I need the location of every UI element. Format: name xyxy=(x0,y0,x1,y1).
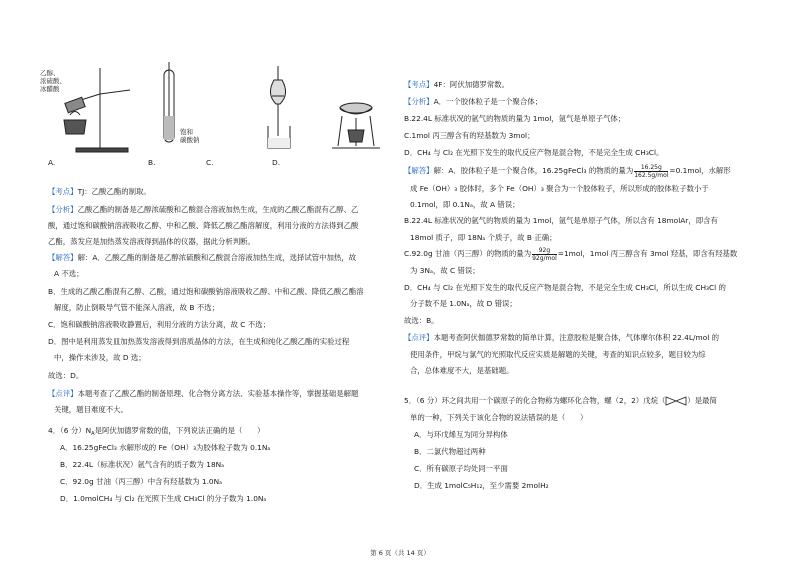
q4-stem-sub: A xyxy=(91,431,95,437)
jieda-line-7: 中，操作未涉及，故 D 选； xyxy=(54,353,146,362)
apparatus-b-drawing xyxy=(164,62,174,142)
r-dianping-text: 本题考查阿伏伽德罗常数的简单计算，注意胶粒是聚合体，气体摩尔体积 22.4L/mol 的 xyxy=(433,333,720,342)
r-jieda-line-2: 成 Fe（OH）₃ 胶体时，多个 Fe（OH）₃ 聚合为一个胶体粒子，所以形成的胶体粒子数小于 xyxy=(410,184,709,193)
r-dianping-tag: 【点评】 xyxy=(404,333,434,342)
q4-option-a: A．16.25gFeCl₃ 水解形成的 Fe（OH）₃为胶体粒子数为 0.1Nₐ xyxy=(60,443,271,452)
fraction-denominator: 92g/mol xyxy=(532,254,557,262)
kaodian-tag: 【考点】 xyxy=(48,187,78,196)
q5-option-b: B．二氯代物超过两种 xyxy=(414,447,486,456)
apparatus-figure xyxy=(38,60,390,160)
sodium-carbonate-label xyxy=(180,128,200,144)
apparatus-c-drawing xyxy=(268,66,290,148)
q5-option-d: D．生成 1molC₅H₁₂，至少需要 2molH₂ xyxy=(414,481,549,490)
r-jieda-line-4: B.22.4L 标准状况的氩气的物质的量为 1mol，氩气是单原子气体，所以含有 18molAr，即含有 xyxy=(404,216,718,225)
spiropentane-structure-icon xyxy=(665,396,687,406)
r-jieda-line-9: 分子数不是 1.0Nₐ，故 D 错误； xyxy=(410,299,517,308)
r-jieda-line-10: 故选：B。 xyxy=(404,316,439,325)
page-footer: 第 6 页（共 14 页） xyxy=(370,549,430,557)
fenxi-tag: 【分析】 xyxy=(48,205,78,214)
option-d-label: D. xyxy=(272,158,281,167)
sodium-label-line: 饱和 xyxy=(180,128,193,136)
jieda-line-6: D．图中是利用蒸发皿加热蒸发溶液得到溶质晶体的方法，在生成和纯化乙酸乙酯的实验过程 xyxy=(48,337,350,346)
option-b-label: B. xyxy=(148,158,156,167)
r-jieda-c-text-a: C.92.0g 甘油（丙三醇）的物质的量为 xyxy=(404,249,532,258)
r-fenxi-text: A．一个胶体粒子是一个聚合体； xyxy=(433,97,543,106)
r-jieda-line-3: 0.1mol，即 0.1Nₐ，故 A 错误； xyxy=(410,200,520,209)
reagent-label-line: 浓硫酸、 xyxy=(40,77,66,85)
apparatus-d-drawing xyxy=(332,103,380,148)
r-kaodian-tag: 【考点】 xyxy=(404,80,434,89)
jieda-text: 解：A．乙酸乙酯的制备是乙醇浓硫酸和乙酸混合溶液加热生成，选择试管中加热，故 xyxy=(77,253,357,262)
fraction-denominator: 162.5g/mol xyxy=(634,171,669,179)
q4-option-d: D．1.0molCH₄ 与 Cl₂ 在光照下生成 CH₃Cl 的分子数为 1.0Nₐ xyxy=(60,494,267,503)
option-a-label: A. xyxy=(48,158,56,167)
r-jieda-c-text-b: =1mol，1mol 丙三醇含有 3mol 羟基，即含有羟基数 xyxy=(557,249,738,258)
r-jieda-line-7: 为 3Nₐ，故 C 错误； xyxy=(410,266,480,275)
question-5-stem-line-2: 单的一种，下列关于该化合物的说法错误的是（ ） xyxy=(410,413,588,422)
r-dianping-line-2: 使用条件，甲烷与氯气的光照取代反应实质是解题的关键，考查的知识点较多，题目较为综 xyxy=(410,350,706,359)
r-kaodian-text: 4F：阿伏加德罗常数。 xyxy=(433,80,510,89)
fenxi-text: 乙酸乙酯的制备是乙醇浓硫酸和乙酸混合溶液加热生成，生成的乙酸乙酯混有乙醇、乙 xyxy=(77,205,359,214)
fenxi-line-2: 酸，通过饱和碳酸钠溶液吸收乙醇、中和乙酸、降低乙酸乙酯溶解度，利用分液的方法得到乙酸 xyxy=(48,221,359,230)
q5-stem-b: ）是最简 xyxy=(687,396,717,405)
dianping-text: 本题考查了乙酸乙酯的制备原理、化合物分离方法、实验基本操作等，掌握基础是解题 xyxy=(77,389,359,398)
q4-option-c: C．92.0g 甘油（丙三醇）中含有羟基数为 1.0Nₐ xyxy=(60,477,223,486)
r-dianping-line-3: 合，总体难度不大，是基础题。 xyxy=(410,366,514,375)
q4-stem-a: 4．（6 分）N xyxy=(48,426,92,435)
r-jieda-tag: 【解答】 xyxy=(404,166,434,175)
reagent-label-line: 乙醇、 xyxy=(40,69,60,77)
r-jieda-line-1 xyxy=(404,162,731,180)
jieda-line-5: C．饱和碳酸钠溶液吸收静置后，利用分液的方法分离，故 C 不选； xyxy=(48,320,270,329)
jieda-line-8: 故选：D。 xyxy=(48,371,84,380)
reagent-label-line: 冰醋酸 xyxy=(40,85,60,93)
jieda-line-1 xyxy=(48,253,356,263)
sodium-label-line: 碳酸钠 xyxy=(180,136,200,144)
kaodian-line xyxy=(48,187,151,197)
q4-stem-b: 是阿伏加德罗常数的值，下列说法正确的是（ ） xyxy=(94,426,265,435)
option-c-label: C. xyxy=(206,158,214,167)
fraction-numerator: 92g xyxy=(532,247,557,255)
question-5-stem-line-1 xyxy=(404,396,717,406)
apparatus-a-drawing xyxy=(64,68,130,152)
question-4-stem xyxy=(48,426,265,439)
dianping-line-1 xyxy=(48,389,358,399)
jieda-line-2: A 不选； xyxy=(54,269,84,278)
fraction-glycerol xyxy=(532,247,557,262)
kaodian-text: TJ：乙酸乙酯的制取。 xyxy=(77,187,151,196)
r-jieda-text-a: 解：A．胶体粒子是一个聚合体，16.25gFeCl₃ 的物质的量为 xyxy=(433,166,634,175)
q4-option-b: B．22.4L（标准状况）氩气含有的质子数为 18Nₐ xyxy=(60,460,225,469)
fenxi-line-3: 乙酯，蒸发应是加热蒸发溶液得到晶体的仪器，据此分析判断。 xyxy=(48,237,255,246)
r-jieda-line-6 xyxy=(404,245,737,263)
jieda-line-3: B．生成的乙酸乙酯混有乙醇、乙酸，通过饱和碳酸钠溶液吸收乙醇、中和乙酸、降低乙酸乙酯溶 xyxy=(48,287,364,296)
q5-option-a: A．与环戊烯互为同分异构体 xyxy=(414,430,508,439)
fraction-mass-over-molar-mass xyxy=(634,164,668,179)
r-fenxi-line-2: B.22.4L 标准状况的氩气的物质的量为 1mol，氩气是单原子气体； xyxy=(404,114,626,123)
q5-stem-a: 5．（6 分）环之间共用一个碳原子的化合物称为螺环化合物，螺（2，2）戊烷（ xyxy=(404,396,666,405)
r-jieda-text-b: =0.1mol，水解形 xyxy=(669,166,731,175)
jieda-tag: 【解答】 xyxy=(48,253,78,262)
jieda-line-4: 解度，防止倒吸导气管不能深入溶液，故 B 不选； xyxy=(54,303,219,312)
r-fenxi-line-3: C.1mol 丙三醇含有的羟基数为 3mol； xyxy=(404,131,535,140)
r-jieda-line-5: 18mol 质子，即 18Nₐ 个质子，故 B 正确； xyxy=(410,233,557,242)
r-dianping-line-1 xyxy=(404,333,719,343)
dianping-line-2: 关键，题目难度不大。 xyxy=(54,405,128,414)
q5-option-c: C．所有碳原子均处同一平面 xyxy=(414,464,508,473)
r-fenxi-tag: 【分析】 xyxy=(404,97,434,106)
r-jieda-line-8: D．CH₄ 与 Cl₂ 在光照下发生的取代反应产物是混合物，不是完全生成 CH₃Cl，所以生成 CH₃Cl 的 xyxy=(404,283,726,292)
dianping-tag: 【点评】 xyxy=(48,389,78,398)
r-kaodian-line xyxy=(404,80,509,90)
r-fenxi-line-1 xyxy=(404,97,542,107)
fraction-numerator: 16.25g xyxy=(634,164,668,172)
fenxi-line-1 xyxy=(48,205,358,215)
r-fenxi-line-4: D．CH₄ 与 Cl₂ 在光照下发生的取代反应产物是混合物，不是完全生成 CH₃Cl。 xyxy=(404,148,664,157)
